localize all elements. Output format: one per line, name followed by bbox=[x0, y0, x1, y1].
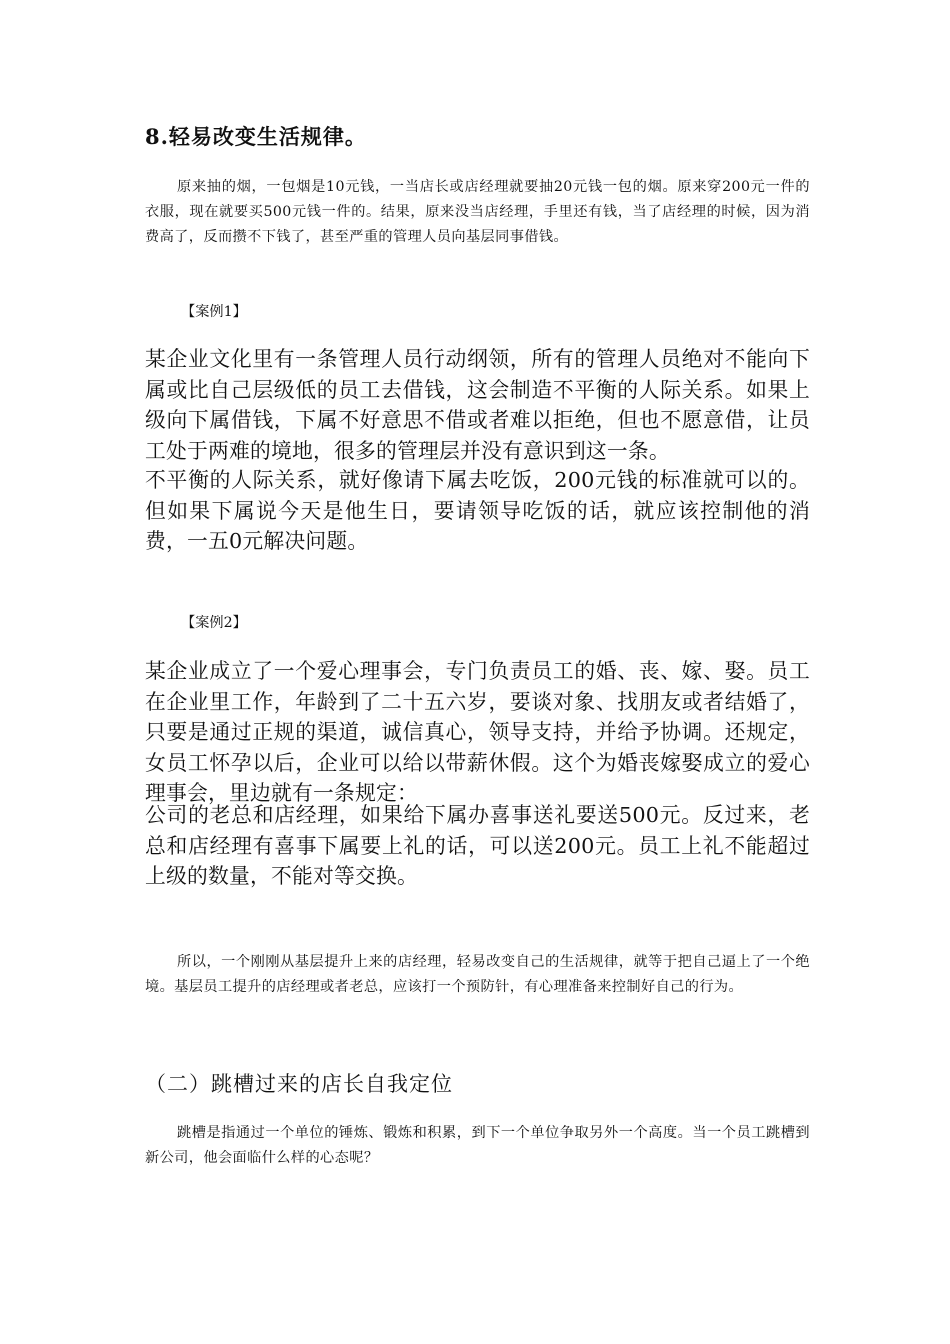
case-1-label: 【案例1】 bbox=[181, 304, 247, 320]
section-2-heading: （二）跳槽过来的店长自我定位 bbox=[145, 1072, 453, 1096]
section-2-paragraph: 跳槽是指通过一个单位的锤炼、锻炼和积累，到下一个单位争取另外一个高度。当一个员工跳槽到新公司，他会面临什么样的心态呢？ bbox=[145, 1125, 810, 1166]
case-2-label: 【案例2】 bbox=[181, 615, 247, 631]
rule-8-paragraph: 原来抽的烟，一包烟是10元钱，一当店长或店经理就要抽20元钱一包的烟。原来穿200元一件的衣服，现在就要买500元钱一件的。结果，原来没当店经理，手里还有钱，当了店经理的时候，因为消费高了，反而攒不下钱了，甚至严重的管理人员向基层同事借钱。 bbox=[145, 179, 810, 245]
case-1-paragraph-1: 某企业文化里有一条管理人员行动纲领，所有的管理人员绝对不能向下属或比自己层级低的员工去借钱，这会制造不平衡的人际关系。如果上级向下属借钱，下属不好意思不借或者难以拒绝，但也不愿意借，让员工处于两难的境地，很多的管理层并没有意识到这一条。 bbox=[145, 347, 810, 463]
rule-8-heading: 8.轻易改变生活规律。 bbox=[145, 124, 367, 149]
case-2-paragraph-1: 某企业成立了一个爱心理事会，专门负责员工的婚、丧、嫁、娶。员工在企业里工作，年龄到了二十五六岁，要谈对象、找朋友或者结婚了，只要是通过正规的渠道，诚信真心，领导支持，并给予协调。还规定，女员工怀孕以后，企业可以给以带薪休假。这个为婚丧嫁娶成立的爱心理事会，里边就有一条规定： bbox=[145, 659, 810, 805]
case-2-paragraph-2: 公司的老总和店经理，如果给下属办喜事送礼要送500元。反过来，老总和店经理有喜事下属要上礼的话，可以送200元。员工上礼不能超过上级的数量，不能对等交换。 bbox=[145, 803, 810, 888]
case-1-paragraph-2: 不平衡的人际关系，就好像请下属去吃饭，200元钱的标准就可以的。但如果下属说今天是他生日，要请领导吃饭的话，就应该控制他的消费，一五0元解决问题。 bbox=[145, 468, 810, 553]
conclusion-paragraph: 所以，一个刚刚从基层提升上来的店经理，轻易改变自己的生活规律，就等于把自己逼上了一个绝境。基层员工提升的店经理或者老总，应该打一个预防针，有心理准备来控制好自己的行为。 bbox=[145, 954, 810, 995]
